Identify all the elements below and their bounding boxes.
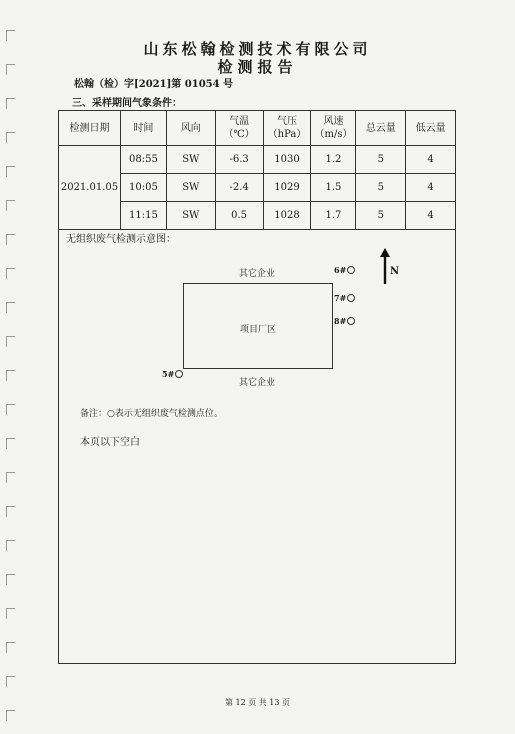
- header-low-cloud: 低云量: [406, 111, 456, 146]
- sketch-title: 无组织废气检测示意图：: [66, 234, 176, 245]
- blank-below-note: 本页以下空白: [80, 437, 140, 448]
- monitoring-point-6: 6#: [334, 265, 355, 275]
- monitoring-point-8: 8#: [334, 316, 355, 326]
- cell-low-cloud: 4: [406, 202, 456, 230]
- binding-marks: [6, 0, 20, 734]
- point-circle-icon: [347, 266, 355, 274]
- north-label: N: [390, 266, 400, 277]
- cell-time: 08:55: [120, 146, 166, 174]
- monitoring-point-7: 7#: [334, 293, 355, 303]
- point-circle-icon: [347, 317, 355, 325]
- cell-time: 10:05: [120, 174, 166, 202]
- cell-pressure: 1028: [263, 202, 311, 230]
- cell-temp: -2.4: [215, 174, 263, 202]
- cell-pressure: 1029: [263, 174, 311, 202]
- header-wind-speed: 风速 （m/s）: [311, 111, 356, 146]
- weather-table: [58, 110, 456, 230]
- company-name: 山东松翰检测技术有限公司: [143, 40, 372, 58]
- header-temperature: 气温 （℃）: [215, 111, 263, 146]
- cell-wind: SW: [166, 174, 215, 202]
- header-date: 检测日期: [59, 111, 121, 146]
- cell-speed: 1.7: [311, 202, 356, 230]
- cell-speed: 1.5: [311, 174, 356, 202]
- cell-pressure: 1030: [263, 146, 311, 174]
- project-site-box: [183, 283, 333, 369]
- cell-date: 2021.01.05: [59, 146, 121, 230]
- header-time: 时间: [120, 111, 166, 146]
- cell-total-cloud: 5: [356, 174, 406, 202]
- cell-speed: 1.2: [311, 146, 356, 174]
- report-title: 检测报告: [217, 58, 298, 76]
- page-number: 第 12 页 共 13 页: [224, 698, 291, 707]
- site-label: 项目厂区: [239, 325, 276, 335]
- monitoring-point-5: 5#: [162, 369, 183, 379]
- section-heading: 三、采样期间气象条件：: [72, 98, 182, 109]
- table-row: [59, 146, 456, 174]
- cell-total-cloud: 5: [356, 146, 406, 174]
- legend-note: 备注：○表示无组织废气检测点位。: [80, 409, 223, 419]
- cell-wind: SW: [166, 146, 215, 174]
- table-header-row: [59, 111, 456, 146]
- cell-wind: SW: [166, 202, 215, 230]
- header-total-cloud: 总云量: [356, 111, 406, 146]
- cell-total-cloud: 5: [356, 202, 406, 230]
- cell-low-cloud: 4: [406, 174, 456, 202]
- cell-temp: 0.5: [215, 202, 263, 230]
- cell-time: 11:15: [120, 202, 166, 230]
- bottom-neighbor-label: 其它企业: [239, 378, 276, 388]
- point-circle-icon: [175, 370, 183, 378]
- top-neighbor-label: 其它企业: [239, 269, 276, 279]
- document-number: 松翰（检）字[2021]第 01054 号: [74, 79, 234, 90]
- header-wind-direction: 风向: [166, 111, 215, 146]
- header-pressure: 气压 （hPa）: [263, 111, 311, 146]
- point-circle-icon: [347, 294, 355, 302]
- cell-low-cloud: 4: [406, 146, 456, 174]
- cell-temp: -6.3: [215, 146, 263, 174]
